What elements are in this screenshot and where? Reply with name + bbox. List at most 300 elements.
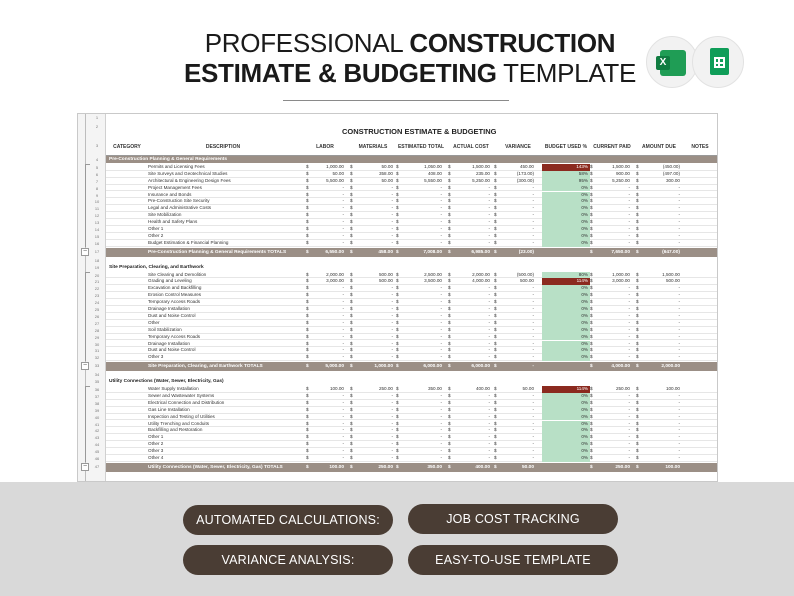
currency-symbol: $ <box>494 278 497 284</box>
table-row[interactable] <box>106 292 718 299</box>
description-cell: Project Management Fees <box>148 184 202 190</box>
description-cell: Site Clearing and Demolition <box>148 271 207 277</box>
row-number[interactable]: 8 <box>95 185 99 191</box>
current-paid-cell: 1,500.00 <box>612 163 630 169</box>
currency-symbol: $ <box>590 271 593 277</box>
table-row[interactable] <box>106 455 718 462</box>
row-number[interactable]: 34 <box>94 372 100 378</box>
row-number[interactable]: 17 <box>94 248 100 254</box>
row-number[interactable]: 35 <box>94 379 100 385</box>
currency-symbol: $ <box>306 464 309 470</box>
labor-cell: 2,000.00 <box>326 271 344 277</box>
row-number[interactable]: 2 <box>95 124 99 129</box>
amount-due-cell: - <box>678 306 680 311</box>
currency-symbol: $ <box>590 177 593 183</box>
currency-symbol: $ <box>396 354 399 360</box>
amount-due-cell: - <box>678 420 680 426</box>
row-number[interactable]: 4 <box>95 157 99 162</box>
currency-symbol: $ <box>636 434 639 440</box>
variance-cell: (300.00) <box>516 177 534 183</box>
actual-cost-cell: - <box>488 319 490 325</box>
row-number[interactable]: 38 <box>94 400 100 406</box>
budget-used-value: 0% <box>581 191 588 197</box>
collapse-group-button[interactable]: − <box>82 362 88 370</box>
currency-symbol: $ <box>396 239 399 245</box>
amount-due-cell: - <box>678 226 680 231</box>
description-cell: Soil Stabilization <box>148 326 182 332</box>
materials-cell: 500.00 <box>378 278 393 284</box>
labor-cell: - <box>342 420 344 426</box>
row-number[interactable]: 20 <box>94 272 100 278</box>
row-number[interactable]: 13 <box>94 220 100 226</box>
currency-symbol: $ <box>350 299 353 305</box>
table-row[interactable] <box>106 306 718 313</box>
variance-cell: - <box>532 420 534 426</box>
hero-banner <box>0 0 794 113</box>
currency-symbol: $ <box>350 326 353 332</box>
currency-symbol: $ <box>590 278 593 284</box>
materials-cell: - <box>391 399 393 405</box>
actual-cost-cell: - <box>488 448 490 454</box>
row-number[interactable]: 28 <box>94 327 100 333</box>
table-row[interactable] <box>106 448 718 455</box>
current-paid-cell: 250.00 <box>615 386 630 391</box>
row-number[interactable]: 41 <box>94 421 100 427</box>
row-number[interactable]: 16 <box>94 240 100 246</box>
currency-symbol: $ <box>448 354 451 360</box>
currency-symbol: $ <box>636 347 639 353</box>
estimated-total-cell: - <box>440 413 442 419</box>
row-number[interactable]: 25 <box>94 307 100 312</box>
currency-symbol: $ <box>590 205 593 211</box>
variance-cell: - <box>532 340 534 346</box>
actual-cost-cell: 5,250.00 <box>472 177 490 183</box>
row-number[interactable]: 33 <box>94 363 100 369</box>
section-total-row <box>106 463 718 472</box>
currency-symbol: $ <box>494 364 497 370</box>
table-row[interactable] <box>106 354 718 361</box>
currency-symbol: $ <box>350 406 353 412</box>
table-row[interactable] <box>106 320 718 327</box>
description-cell: Other 2 <box>148 441 164 447</box>
row-number[interactable]: 5 <box>95 164 99 170</box>
variance-cell: - <box>532 232 534 238</box>
currency-symbol: $ <box>306 249 309 255</box>
labor-cell: - <box>342 285 344 291</box>
currency-symbol: $ <box>590 347 593 353</box>
table-row[interactable] <box>106 278 718 285</box>
currency-symbol: $ <box>448 292 451 298</box>
currency-symbol: $ <box>448 464 451 470</box>
currency-symbol: $ <box>590 420 593 426</box>
actual-cost-cell: - <box>488 232 490 238</box>
collapse-group-button[interactable]: − <box>82 247 88 255</box>
variance-cell: - <box>532 392 534 398</box>
table-row[interactable] <box>106 171 718 178</box>
table-row[interactable] <box>106 192 718 199</box>
table-row[interactable] <box>106 400 718 407</box>
row-number[interactable]: 32 <box>94 355 100 361</box>
actual-cost-cell: - <box>488 285 490 291</box>
table-row[interactable] <box>106 233 718 240</box>
estimated-total-cell: - <box>440 285 442 291</box>
budget-used-value: 0% <box>581 354 588 360</box>
row-number[interactable]: 12 <box>94 213 100 219</box>
header-amount-due: AMOUNT DUE <box>642 144 676 150</box>
variance-cell: 50.00 <box>522 386 534 391</box>
actual-cost-cell: - <box>488 312 490 318</box>
amount-due-cell: - <box>678 434 680 440</box>
budget-used-value: 0% <box>581 326 588 332</box>
currency-symbol: $ <box>494 420 497 426</box>
table-row[interactable] <box>106 393 718 400</box>
labor-cell: - <box>342 184 344 190</box>
amount-due-cell: (497.00) <box>662 170 680 176</box>
labor-cell: 100.00 <box>329 386 344 391</box>
table-row[interactable] <box>106 334 718 341</box>
currency-symbol: $ <box>396 249 399 255</box>
labor-cell: - <box>342 239 344 245</box>
table-row[interactable] <box>106 164 718 171</box>
currency-symbol: $ <box>448 249 451 255</box>
materials-cell: - <box>391 347 393 353</box>
description-cell: Budget Estimation & Financial Planning <box>148 239 229 245</box>
table-row[interactable] <box>106 205 718 212</box>
currency-symbol: $ <box>396 205 399 211</box>
currency-symbol: $ <box>590 441 593 447</box>
variance-cell: - <box>532 441 534 447</box>
currency-symbol: $ <box>396 177 399 183</box>
currency-symbol: $ <box>396 347 399 353</box>
materials-cell: 500.00 <box>378 271 393 277</box>
estimated-total-cell: - <box>440 392 442 398</box>
currency-symbol: $ <box>306 406 309 412</box>
description-cell: Electrical Connection and Distribution <box>148 399 225 405</box>
amount-due-cell: - <box>678 191 680 197</box>
table-row[interactable] <box>106 434 718 441</box>
variance-cell: - <box>532 212 534 218</box>
currency-symbol: $ <box>396 441 399 447</box>
total-variance-cell: (23.00) <box>518 249 534 255</box>
row-number[interactable]: 10 <box>94 199 100 205</box>
budget-used-value: 0% <box>581 319 588 325</box>
budget-used-value: 0% <box>581 420 588 426</box>
row-number[interactable]: 14 <box>94 227 100 232</box>
currency-symbol: $ <box>494 191 497 197</box>
currency-symbol: $ <box>306 292 309 298</box>
current-paid-cell: - <box>628 326 630 332</box>
row-number[interactable]: 43 <box>94 435 100 441</box>
table-row[interactable] <box>106 421 718 428</box>
row-number[interactable]: 18 <box>94 257 100 263</box>
row-number[interactable]: 19 <box>94 264 100 270</box>
row-number[interactable]: 44 <box>94 442 100 448</box>
currency-symbol: $ <box>590 299 593 305</box>
currency-symbol: $ <box>306 392 309 398</box>
amount-due-cell: - <box>678 448 680 454</box>
currency-symbol: $ <box>396 212 399 218</box>
currency-symbol: $ <box>636 326 639 332</box>
variance-cell: - <box>532 226 534 231</box>
currency-symbol: $ <box>396 406 399 412</box>
row-number[interactable]: 22 <box>94 286 100 292</box>
materials-cell: - <box>391 312 393 318</box>
currency-symbol: $ <box>306 271 309 277</box>
budget-used-value: 0% <box>581 212 588 218</box>
table-row[interactable] <box>106 178 718 185</box>
actual-cost-cell: - <box>488 326 490 332</box>
variance-cell: - <box>532 354 534 360</box>
current-paid-cell: - <box>628 212 630 218</box>
section-title: Pre-Construction Planning & General Requirements <box>109 157 228 162</box>
variance-cell: 450.00 <box>519 163 534 169</box>
budget-used-value: 0% <box>581 427 588 433</box>
currency-symbol: $ <box>590 198 593 204</box>
table-row[interactable] <box>106 240 718 247</box>
currency-symbol: $ <box>306 340 309 346</box>
description-cell: Other 3 <box>148 354 164 360</box>
row-number[interactable]: 6 <box>95 171 99 177</box>
budget-used-value: 0% <box>581 205 588 211</box>
table-row[interactable] <box>106 441 718 448</box>
currency-symbol: $ <box>306 354 309 360</box>
currency-symbol: $ <box>590 285 593 291</box>
variance-cell: - <box>532 239 534 245</box>
materials-cell: - <box>391 441 393 447</box>
total-label: Utility Connections (Water, Sewer, Electricity, Gas) TOTALS <box>148 464 283 470</box>
currency-symbol: $ <box>636 312 639 318</box>
currency-symbol: $ <box>306 312 309 318</box>
estimated-total-cell: - <box>440 306 442 311</box>
row-number[interactable]: 21 <box>94 279 100 285</box>
row-number[interactable]: 29 <box>94 334 100 340</box>
actual-cost-cell: - <box>488 191 490 197</box>
amount-due-cell: - <box>678 441 680 447</box>
amount-due-cell: - <box>678 340 680 346</box>
table-row[interactable] <box>106 414 718 421</box>
currency-symbol: $ <box>494 333 497 339</box>
collapse-group-button[interactable]: − <box>82 462 88 470</box>
row-number[interactable]: 23 <box>94 293 100 299</box>
amount-due-cell: - <box>678 285 680 291</box>
materials-cell: 358.00 <box>378 170 393 176</box>
headline-line-1: PROFESSIONAL CONSTRUCTION <box>204 28 616 58</box>
currency-symbol: $ <box>494 427 497 433</box>
variance-cell: - <box>532 319 534 325</box>
row-number[interactable]: 30 <box>94 341 100 347</box>
table-row[interactable] <box>106 299 718 306</box>
currency-symbol: $ <box>494 226 497 231</box>
currency-symbol: $ <box>636 285 639 291</box>
currency-symbol: $ <box>306 226 309 231</box>
table-row[interactable] <box>106 185 718 192</box>
table-row[interactable] <box>106 219 718 226</box>
row-number[interactable]: 27 <box>94 320 100 326</box>
currency-symbol: $ <box>636 205 639 211</box>
current-paid-cell: - <box>628 232 630 238</box>
row-number[interactable]: 42 <box>94 428 100 434</box>
row-number[interactable]: 9 <box>95 192 99 198</box>
currency-symbol: $ <box>306 448 309 454</box>
estimated-total-cell: - <box>440 455 442 460</box>
currency-symbol: $ <box>306 455 309 460</box>
currency-symbol: $ <box>350 354 353 360</box>
currency-symbol: $ <box>448 278 451 284</box>
materials-cell: - <box>391 212 393 218</box>
description-cell: Temporary Access Roads <box>148 299 201 305</box>
currency-symbol: $ <box>306 427 309 433</box>
amount-due-cell: - <box>678 219 680 225</box>
table-row[interactable] <box>106 212 718 219</box>
table-row[interactable] <box>106 226 718 233</box>
current-paid-cell: - <box>628 299 630 305</box>
row-number[interactable]: 40 <box>94 414 100 420</box>
table-row[interactable] <box>106 341 718 348</box>
row-number[interactable]: 47 <box>94 463 100 469</box>
materials-cell: 50.00 <box>381 163 393 169</box>
currency-symbol: $ <box>636 226 639 231</box>
amount-due-cell: - <box>678 299 680 305</box>
budget-used-value: 0% <box>581 448 588 454</box>
spreadsheet-preview[interactable] <box>77 113 718 482</box>
current-paid-cell: - <box>628 448 630 454</box>
currency-symbol: $ <box>350 420 353 426</box>
variance-cell: - <box>532 191 534 197</box>
row-number[interactable]: 31 <box>94 348 100 354</box>
row-number[interactable]: 11 <box>94 206 100 212</box>
description-cell: Dust and Noise Control <box>148 347 196 353</box>
materials-cell: - <box>391 299 393 305</box>
currency-symbol: $ <box>306 191 309 197</box>
labor-cell: - <box>342 319 344 325</box>
currency-symbol: $ <box>590 306 593 311</box>
amount-due-cell: - <box>678 392 680 398</box>
table-row[interactable] <box>106 427 718 434</box>
currency-symbol: $ <box>494 354 497 360</box>
current-paid-cell: - <box>628 347 630 353</box>
currency-symbol: $ <box>448 392 451 398</box>
current-paid-cell: - <box>628 184 630 190</box>
row-number[interactable]: 1 <box>95 115 99 120</box>
table-row[interactable] <box>106 198 718 205</box>
budget-used-value: 0% <box>581 399 588 405</box>
table-row[interactable] <box>106 407 718 414</box>
row-number[interactable]: 37 <box>94 393 100 399</box>
labor-cell: - <box>342 427 344 433</box>
row-number[interactable]: 26 <box>94 313 100 319</box>
currency-symbol: $ <box>494 399 497 405</box>
labor-cell: 50.00 <box>332 170 344 176</box>
row-number[interactable]: 7 <box>95 178 99 184</box>
total-amount-due-cell: 100.00 <box>665 464 680 470</box>
actual-cost-cell: - <box>488 205 490 211</box>
description-cell: Excavation and Backfilling <box>148 285 202 291</box>
variance-cell: (173.00) <box>516 170 534 176</box>
currency-symbol: $ <box>396 333 399 339</box>
currency-symbol: $ <box>306 326 309 332</box>
labor-cell: - <box>342 392 344 398</box>
row-number[interactable]: 24 <box>94 300 100 306</box>
row-number[interactable]: 45 <box>94 449 100 455</box>
materials-cell: - <box>391 232 393 238</box>
estimated-total-cell: - <box>440 326 442 332</box>
estimated-total-cell: - <box>440 292 442 298</box>
row-number[interactable]: 36 <box>94 387 100 392</box>
currency-symbol: $ <box>396 163 399 169</box>
currency-symbol: $ <box>494 163 497 169</box>
total-amount-due-cell: 2,000.00 <box>661 364 680 370</box>
feature-variance-analysis: VARIANCE ANALYSIS: <box>183 545 393 575</box>
materials-cell: - <box>391 198 393 204</box>
currency-symbol: $ <box>590 455 593 460</box>
currency-symbol: $ <box>448 326 451 332</box>
currency-symbol: $ <box>396 184 399 190</box>
currency-symbol: $ <box>350 239 353 245</box>
row-number[interactable]: 39 <box>94 407 100 413</box>
current-paid-cell: - <box>628 191 630 197</box>
table-row[interactable] <box>106 327 718 334</box>
current-paid-cell: - <box>628 427 630 433</box>
table-row[interactable] <box>106 386 718 393</box>
currency-symbol: $ <box>448 177 451 183</box>
row-number[interactable]: 15 <box>94 233 100 239</box>
materials-cell: - <box>391 285 393 291</box>
materials-cell: - <box>391 226 393 231</box>
description-cell: Health and Safety Plans <box>148 219 198 225</box>
currency-symbol: $ <box>590 364 593 370</box>
total-labor-cell: 5,000.00 <box>325 364 344 370</box>
currency-symbol: $ <box>590 312 593 318</box>
estimated-total-cell: - <box>440 333 442 339</box>
labor-cell: - <box>342 448 344 454</box>
currency-symbol: $ <box>350 413 353 419</box>
variance-cell: - <box>532 219 534 225</box>
table-row[interactable] <box>106 313 718 320</box>
description-cell: Drainage Installation <box>148 306 190 311</box>
row-number[interactable]: 3 <box>95 143 99 148</box>
current-paid-cell: - <box>628 413 630 419</box>
estimated-total-cell: - <box>440 184 442 190</box>
currency-symbol: $ <box>396 448 399 454</box>
actual-cost-cell: - <box>488 441 490 447</box>
materials-cell: - <box>391 191 393 197</box>
labor-cell: - <box>342 434 344 440</box>
currency-symbol: $ <box>396 364 399 370</box>
currency-symbol: $ <box>494 406 497 412</box>
current-paid-cell: - <box>628 219 630 225</box>
currency-symbol: $ <box>636 319 639 325</box>
labor-cell: - <box>342 232 344 238</box>
total-actual-cost-cell: 400.00 <box>475 464 490 470</box>
currency-symbol: $ <box>350 184 353 190</box>
budget-used-value: 95% <box>578 177 588 183</box>
variance-cell: - <box>532 455 534 460</box>
table-row[interactable] <box>106 285 718 292</box>
actual-cost-cell: 1,500.00 <box>472 163 490 169</box>
section-total-row <box>106 248 718 257</box>
currency-symbol: $ <box>306 364 309 370</box>
currency-symbol: $ <box>448 299 451 305</box>
labor-cell: - <box>342 219 344 225</box>
current-paid-cell: - <box>628 333 630 339</box>
current-paid-cell: - <box>628 406 630 412</box>
table-row[interactable] <box>106 272 718 279</box>
currency-symbol: $ <box>448 347 451 353</box>
estimated-total-cell: - <box>440 406 442 412</box>
table-row[interactable] <box>106 347 718 354</box>
row-number[interactable]: 46 <box>94 456 100 461</box>
currency-symbol: $ <box>306 347 309 353</box>
